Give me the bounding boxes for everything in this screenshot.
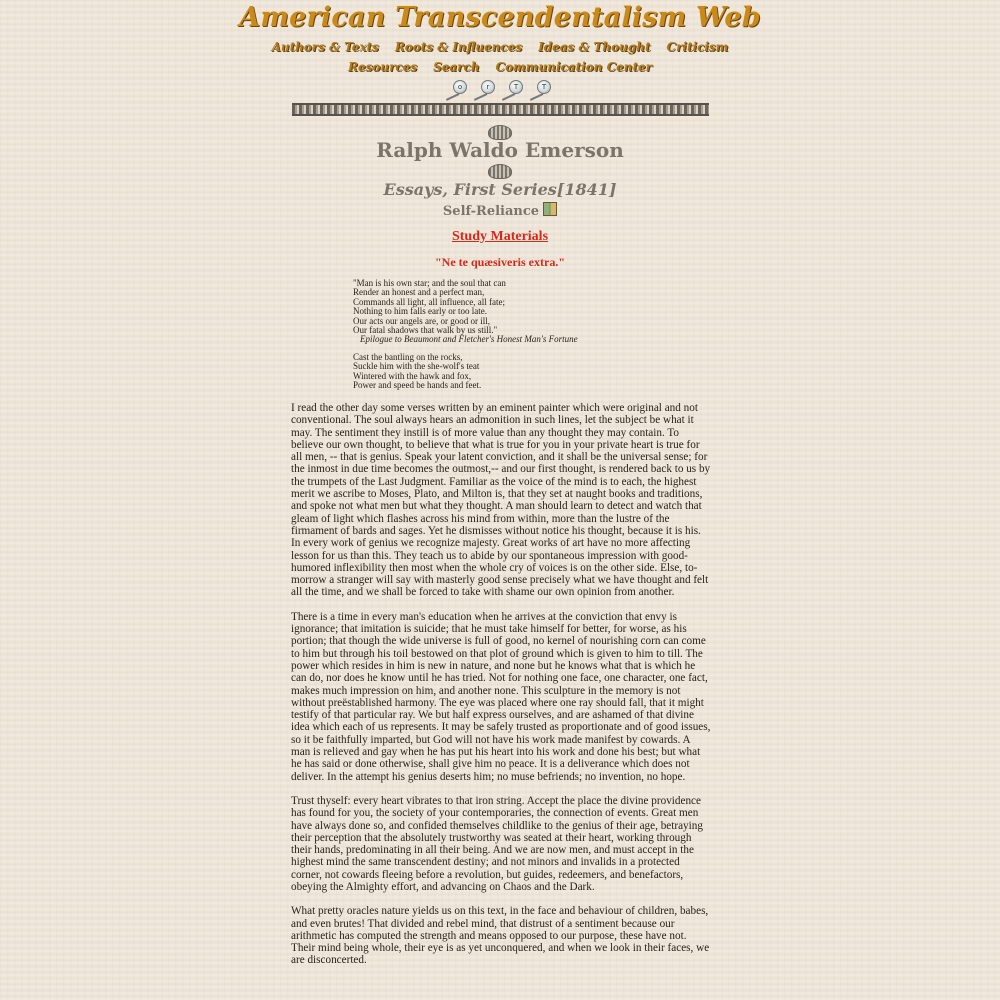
shell-ornament-icon: [488, 164, 512, 179]
paragraph: What pretty oracles nature yields us on this text, in the face and behaviour of children, babes, and even brutes! That divided and rebel mind, that distrust of a sentiment because our arithmetic has computed the strength and means opposed to our purpose, these have not. Their mind being whole, their eye is as yet unconquered, and when we look in their faces, we are disconcerted.: [291, 905, 710, 967]
nav-authors-texts[interactable]: Authors & Texts: [271, 40, 379, 54]
magnifier-icon[interactable]: T: [501, 80, 523, 96]
nav-ideas-thought[interactable]: Ideas & Thought: [538, 40, 651, 54]
epigraph-line: "Man is his own star; and the soul that can: [353, 278, 506, 288]
tool-icons: [445, 78, 557, 98]
essay-title: Self-Reliance: [442, 204, 540, 219]
epigraph-line: Power and speed be hands and feet.: [353, 380, 482, 391]
nav-row-primary: [0, 38, 1000, 56]
magnifier-icon[interactable]: o: [445, 80, 467, 96]
epigraph-attribution: Epilogue to Beaumont and Fletcher's Honest Man's Fortune: [360, 334, 578, 345]
paragraph: I read the other day some verses written by an eminent painter which were original and not conventional. The soul always hears an admonition in such lines, let the subject be what it may. The sentiment they instill is of more value than any thought they may contain. To believe our own thought, to believe that what is true for you in your private heart is true for all men, -- that is genius. Speak your latent conviction, and it shall be the universal sense; for the inmost in due time becomes the outmost,-- and our first thought, is rendered back to us by the trumpets of the Last Judgment. Familiar as the voice of the mind is to each, the highest merit we ascribe to Moses, Plato, and Milton is, that they set at naught books and traditions, and spoke not what men but what they thought. A man should learn to detect and watch that gleam of light which flashes across his mind from within, more than the lustre of the firmament of bards and sages. Yet he dismisses without notice his thought, because it is his. In every work of genius we recognize majesty. Great works of art have no more affecting lesson for us than this. They teach us to abide by our spontaneous impression with good-humored inflexibility then most when the whole cry of voices is on the other side. Else, to-morrow a stranger will say with masterly good sense precisely what we have thought and felt all the time, and we shall be forced to take with shame our own opinion from another.: [291, 402, 711, 599]
epigraph-line: Our fatal shadows that walk by us still.": [353, 325, 498, 336]
author-name: Ralph Waldo Emerson: [376, 138, 624, 162]
ornamental-divider: [292, 103, 709, 116]
motto: "Ne te quæsiveris extra.": [435, 255, 565, 269]
study-materials-link[interactable]: Study Materials: [451, 229, 549, 244]
book-icon[interactable]: [543, 202, 557, 216]
paragraph: Trust thyself: every heart vibrates to that iron string. Accept the place the divine providence has found for you, the society of your contemporaries, the connection of events. Great men have always done so, and confided themselves childlike to the genius of their age, betraying their perception that the absolutely trustworthy was seated at their heart, working through their hands, predominating in all their being. And we are now men, and must accept in the highest mind the same transcendent destiny; and not minors and invalids in a protected corner, not cowards fleeing before a revolution, but guides, redeemers, and benefactors, obeying the Almighty effort, and advancing on Chaos and the Dark.: [291, 794, 703, 893]
essay-body: [291, 402, 711, 979]
nav-criticism[interactable]: Criticism: [666, 40, 729, 54]
nav-roots-influences[interactable]: Roots & Influences: [394, 40, 523, 54]
site-title[interactable]: American Transcendentalism Web: [239, 2, 761, 33]
nav-resources[interactable]: Resources: [347, 60, 418, 74]
nav-row-secondary: [0, 58, 1000, 76]
epigraph-line: Commands all light, all influence, all fate;: [353, 296, 505, 307]
nav-communication-center[interactable]: Communication Center: [495, 60, 653, 74]
magnifier-icon[interactable]: T: [529, 80, 551, 96]
epigraph-line: Wintered with the hawk and fox,: [353, 370, 472, 381]
epigraph-line: Nothing to him falls early or too late.: [353, 306, 487, 317]
paragraph: There is a time in every man's education when he arrives at the conviction that envy is ignorance; that imitation is suicide; that he must take himself for better, for worse, as his portion; that though the wide universe is full of good, no kernel of nourishing corn can come to him but through his toil bestowed on that plot of ground which is given to him to till. The power which resides in him is new in nature, and none but he knows what that is which he can do, nor does he know until he has tried. Not for nothing one face, one character, one fact, makes much impression on him, and another none. This sculpture in the memory is not without preëstablished harmony. The eye was placed where one ray should fall, that it might testify of that particular ray. We but half express ourselves, and are ashamed of that divine idea which each of us represents. It may be safely trusted as proportionate and of good issues, so it be faithfully imparted, but God will not have his work made manifest by cowards. A man is relieved and gay when he has put his heart into his work and done his best; but what he has said or done otherwise, shall give him no peace. It is a deliverance which does not deliver. In the attempt his genius deserts him; no muse befriends; no invention, no hope.: [291, 610, 711, 783]
essay-title-row: [0, 202, 1000, 219]
epigraph-line: Our acts our angels are, or good or ill,: [353, 315, 490, 326]
epigraph-verse: [353, 353, 481, 391]
magnifier-icon[interactable]: r: [473, 80, 495, 96]
nav-search[interactable]: Search: [433, 60, 480, 74]
book-title: Essays, First Series[1841]: [383, 180, 617, 199]
epigraph-line: Suckle him with the she-wolf's teat: [353, 361, 480, 372]
epigraph-poem: [353, 279, 578, 345]
epigraph-line: Render an honest and a perfect man,: [353, 287, 485, 298]
epigraph-line: Cast the bantling on the rocks,: [353, 352, 463, 362]
